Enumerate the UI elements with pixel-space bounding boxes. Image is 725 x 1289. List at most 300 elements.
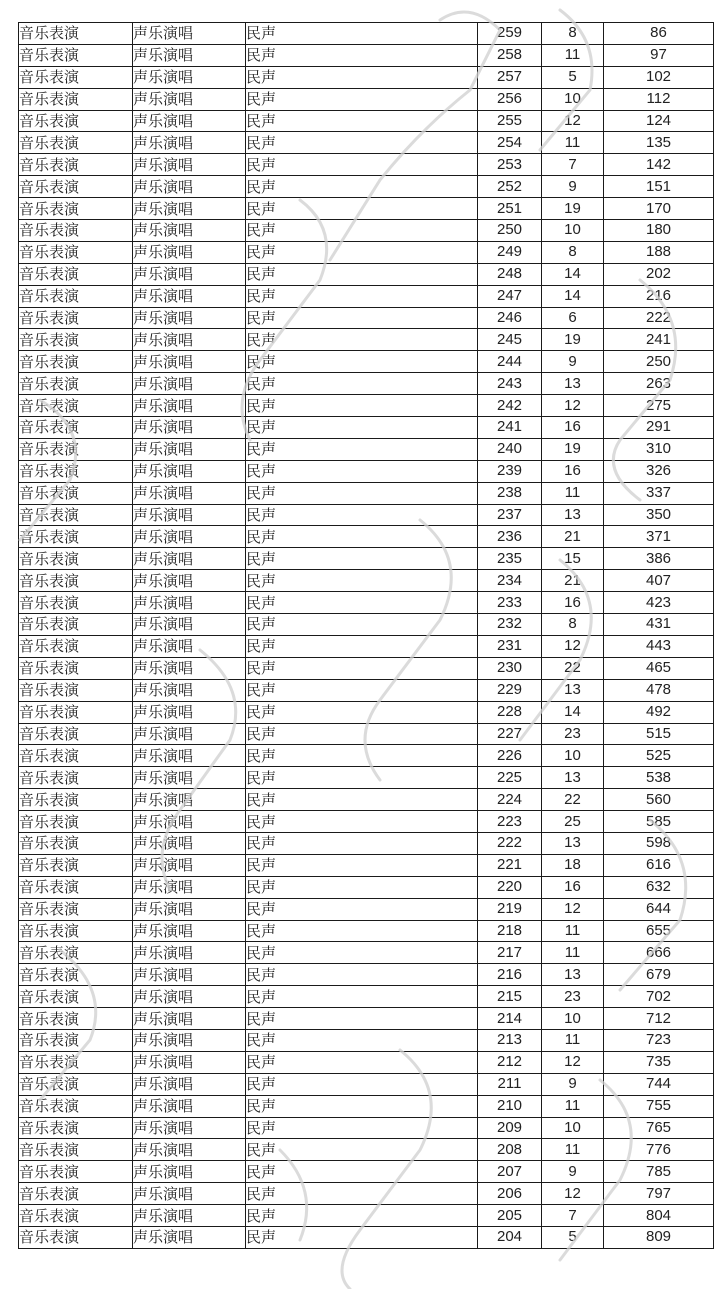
subtype-cell: 民声 [246,570,478,592]
category-cell: 音乐表演 [19,1051,133,1073]
table-row [19,351,714,373]
cumulative-cell: 616 [604,854,714,876]
subtype-cell: 民声 [246,964,478,986]
count-cell: 21 [542,526,604,548]
score-cell: 243 [478,373,542,395]
count-cell: 23 [542,986,604,1008]
count-cell: 14 [542,263,604,285]
table-row [19,1183,714,1205]
score-cell: 224 [478,789,542,811]
category-cell: 音乐表演 [19,1226,133,1248]
table-row [19,1117,714,1139]
table-row [19,635,714,657]
category-cell: 音乐表演 [19,942,133,964]
category-cell: 音乐表演 [19,811,133,833]
cumulative-cell: 560 [604,789,714,811]
table-row [19,614,714,636]
score-cell: 232 [478,614,542,636]
cumulative-cell: 86 [604,23,714,45]
major-cell: 声乐演唱 [133,635,246,657]
subtype-cell: 民声 [246,373,478,395]
subtype-cell: 民声 [246,66,478,88]
subtype-cell: 民声 [246,832,478,854]
subtype-cell: 民声 [246,1051,478,1073]
count-cell: 12 [542,110,604,132]
table-row [19,1161,714,1183]
major-cell: 声乐演唱 [133,1139,246,1161]
major-cell: 声乐演唱 [133,767,246,789]
category-cell: 音乐表演 [19,745,133,767]
subtype-cell: 民声 [246,329,478,351]
subtype-cell: 民声 [246,504,478,526]
major-cell: 声乐演唱 [133,854,246,876]
category-cell: 音乐表演 [19,23,133,45]
subtype-cell: 民声 [246,1205,478,1227]
category-cell: 音乐表演 [19,526,133,548]
count-cell: 19 [542,198,604,220]
cumulative-cell: 371 [604,526,714,548]
score-cell: 247 [478,285,542,307]
count-cell: 13 [542,679,604,701]
cumulative-cell: 142 [604,154,714,176]
major-cell: 声乐演唱 [133,88,246,110]
subtype-cell: 民声 [246,198,478,220]
count-cell: 8 [542,241,604,263]
table-row [19,44,714,66]
major-cell: 声乐演唱 [133,526,246,548]
major-cell: 声乐演唱 [133,460,246,482]
cumulative-cell: 797 [604,1183,714,1205]
category-cell: 音乐表演 [19,723,133,745]
count-cell: 22 [542,789,604,811]
subtype-cell: 民声 [246,657,478,679]
table-row [19,504,714,526]
subtype-cell: 民声 [246,701,478,723]
score-cell: 212 [478,1051,542,1073]
category-cell: 音乐表演 [19,1139,133,1161]
category-cell: 音乐表演 [19,635,133,657]
subtype-cell: 民声 [246,44,478,66]
table-row [19,329,714,351]
major-cell: 声乐演唱 [133,920,246,942]
major-cell: 声乐演唱 [133,307,246,329]
major-cell: 声乐演唱 [133,1029,246,1051]
category-cell: 音乐表演 [19,88,133,110]
subtype-cell: 民声 [246,789,478,811]
major-cell: 声乐演唱 [133,1161,246,1183]
count-cell: 25 [542,811,604,833]
major-cell: 声乐演唱 [133,701,246,723]
table-row [19,942,714,964]
cumulative-cell: 744 [604,1073,714,1095]
table-row [19,854,714,876]
table-row [19,1205,714,1227]
count-cell: 16 [542,876,604,898]
category-cell: 音乐表演 [19,460,133,482]
cumulative-cell: 804 [604,1205,714,1227]
subtype-cell: 民声 [246,88,478,110]
table-row [19,745,714,767]
score-cell: 253 [478,154,542,176]
cumulative-cell: 97 [604,44,714,66]
major-cell: 声乐演唱 [133,44,246,66]
category-cell: 音乐表演 [19,657,133,679]
count-cell: 21 [542,570,604,592]
subtype-cell: 民声 [246,23,478,45]
major-cell: 声乐演唱 [133,570,246,592]
category-cell: 音乐表演 [19,417,133,439]
subtype-cell: 民声 [246,614,478,636]
count-cell: 19 [542,438,604,460]
count-cell: 11 [542,1029,604,1051]
cumulative-cell: 151 [604,176,714,198]
major-cell: 声乐演唱 [133,1095,246,1117]
major-cell: 声乐演唱 [133,745,246,767]
cumulative-cell: 598 [604,832,714,854]
category-cell: 音乐表演 [19,482,133,504]
cumulative-cell: 515 [604,723,714,745]
table-row [19,592,714,614]
table-row [19,285,714,307]
category-cell: 音乐表演 [19,176,133,198]
category-cell: 音乐表演 [19,1095,133,1117]
table-row [19,723,714,745]
table-row [19,307,714,329]
table-row [19,198,714,220]
cumulative-cell: 809 [604,1226,714,1248]
category-cell: 音乐表演 [19,1117,133,1139]
cumulative-cell: 275 [604,395,714,417]
subtype-cell: 民声 [246,679,478,701]
cumulative-cell: 423 [604,592,714,614]
count-cell: 22 [542,657,604,679]
category-cell: 音乐表演 [19,373,133,395]
category-cell: 音乐表演 [19,44,133,66]
count-cell: 11 [542,1139,604,1161]
score-cell: 259 [478,23,542,45]
score-cell: 208 [478,1139,542,1161]
table-row [19,395,714,417]
cumulative-cell: 112 [604,88,714,110]
count-cell: 23 [542,723,604,745]
major-cell: 声乐演唱 [133,1226,246,1248]
table-row [19,1226,714,1248]
count-cell: 13 [542,767,604,789]
table-row [19,986,714,1008]
score-cell: 248 [478,263,542,285]
category-cell: 音乐表演 [19,329,133,351]
table-row [19,767,714,789]
count-cell: 7 [542,1205,604,1227]
count-cell: 12 [542,635,604,657]
cumulative-cell: 222 [604,307,714,329]
major-cell: 声乐演唱 [133,23,246,45]
table-row [19,1051,714,1073]
table-row [19,920,714,942]
table-row [19,964,714,986]
score-cell: 256 [478,88,542,110]
score-cell: 255 [478,110,542,132]
category-cell: 音乐表演 [19,220,133,242]
count-cell: 9 [542,176,604,198]
subtype-cell: 民声 [246,1117,478,1139]
cumulative-cell: 492 [604,701,714,723]
score-cell: 244 [478,351,542,373]
major-cell: 声乐演唱 [133,986,246,1008]
score-cell: 246 [478,307,542,329]
category-cell: 音乐表演 [19,154,133,176]
category-cell: 音乐表演 [19,132,133,154]
score-cell: 257 [478,66,542,88]
category-cell: 音乐表演 [19,1183,133,1205]
cumulative-cell: 712 [604,1008,714,1030]
cumulative-cell: 431 [604,614,714,636]
score-cell: 252 [478,176,542,198]
cumulative-cell: 216 [604,285,714,307]
major-cell: 声乐演唱 [133,592,246,614]
count-cell: 10 [542,1008,604,1030]
category-cell: 音乐表演 [19,986,133,1008]
count-cell: 8 [542,614,604,636]
category-cell: 音乐表演 [19,1073,133,1095]
subtype-cell: 民声 [246,1161,478,1183]
count-cell: 5 [542,66,604,88]
category-cell: 音乐表演 [19,614,133,636]
score-table [18,22,714,1249]
cumulative-cell: 326 [604,460,714,482]
score-cell: 219 [478,898,542,920]
table-row [19,657,714,679]
count-cell: 11 [542,44,604,66]
count-cell: 14 [542,285,604,307]
score-cell: 217 [478,942,542,964]
subtype-cell: 民声 [246,1029,478,1051]
score-cell: 245 [478,329,542,351]
score-cell: 228 [478,701,542,723]
subtype-cell: 民声 [246,635,478,657]
table-row [19,1008,714,1030]
score-cell: 207 [478,1161,542,1183]
cumulative-cell: 723 [604,1029,714,1051]
subtype-cell: 民声 [246,811,478,833]
category-cell: 音乐表演 [19,898,133,920]
category-cell: 音乐表演 [19,1008,133,1030]
table-row [19,679,714,701]
category-cell: 音乐表演 [19,964,133,986]
major-cell: 声乐演唱 [133,482,246,504]
score-cell: 242 [478,395,542,417]
subtype-cell: 民声 [246,220,478,242]
subtype-cell: 民声 [246,942,478,964]
major-cell: 声乐演唱 [133,942,246,964]
subtype-cell: 民声 [246,548,478,570]
score-cell: 218 [478,920,542,942]
major-cell: 声乐演唱 [133,657,246,679]
category-cell: 音乐表演 [19,592,133,614]
cumulative-cell: 337 [604,482,714,504]
count-cell: 10 [542,220,604,242]
score-cell: 229 [478,679,542,701]
subtype-cell: 民声 [246,767,478,789]
category-cell: 音乐表演 [19,832,133,854]
count-cell: 11 [542,942,604,964]
score-cell: 223 [478,811,542,833]
category-cell: 音乐表演 [19,1205,133,1227]
score-cell: 249 [478,241,542,263]
table-row [19,811,714,833]
cumulative-cell: 202 [604,263,714,285]
cumulative-cell: 124 [604,110,714,132]
subtype-cell: 民声 [246,154,478,176]
count-cell: 9 [542,1073,604,1095]
cumulative-cell: 135 [604,132,714,154]
subtype-cell: 民声 [246,307,478,329]
cumulative-cell: 350 [604,504,714,526]
category-cell: 音乐表演 [19,395,133,417]
score-cell: 214 [478,1008,542,1030]
count-cell: 11 [542,482,604,504]
cumulative-cell: 525 [604,745,714,767]
count-cell: 13 [542,504,604,526]
count-cell: 12 [542,898,604,920]
count-cell: 10 [542,745,604,767]
subtype-cell: 民声 [246,1226,478,1248]
table-body [19,23,714,1249]
subtype-cell: 民声 [246,110,478,132]
count-cell: 11 [542,920,604,942]
count-cell: 18 [542,854,604,876]
category-cell: 音乐表演 [19,767,133,789]
score-cell: 239 [478,460,542,482]
table-row [19,241,714,263]
score-cell: 236 [478,526,542,548]
count-cell: 9 [542,351,604,373]
table-row [19,1139,714,1161]
count-cell: 10 [542,88,604,110]
score-cell: 234 [478,570,542,592]
count-cell: 12 [542,1183,604,1205]
cumulative-cell: 443 [604,635,714,657]
subtype-cell: 民声 [246,723,478,745]
table-row [19,701,714,723]
major-cell: 声乐演唱 [133,832,246,854]
score-cell: 250 [478,220,542,242]
major-cell: 声乐演唱 [133,66,246,88]
subtype-cell: 民声 [246,482,478,504]
score-cell: 235 [478,548,542,570]
major-cell: 声乐演唱 [133,811,246,833]
major-cell: 声乐演唱 [133,504,246,526]
score-cell: 238 [478,482,542,504]
major-cell: 声乐演唱 [133,876,246,898]
score-cell: 221 [478,854,542,876]
score-cell: 258 [478,44,542,66]
subtype-cell: 民声 [246,745,478,767]
subtype-cell: 民声 [246,920,478,942]
table-row [19,66,714,88]
major-cell: 声乐演唱 [133,417,246,439]
score-cell: 220 [478,876,542,898]
subtype-cell: 民声 [246,526,478,548]
subtype-cell: 民声 [246,241,478,263]
cumulative-cell: 241 [604,329,714,351]
table-row [19,526,714,548]
subtype-cell: 民声 [246,1183,478,1205]
cumulative-cell: 310 [604,438,714,460]
count-cell: 11 [542,132,604,154]
subtype-cell: 民声 [246,898,478,920]
major-cell: 声乐演唱 [133,1205,246,1227]
table-row [19,789,714,811]
score-cell: 205 [478,1205,542,1227]
count-cell: 11 [542,1095,604,1117]
major-cell: 声乐演唱 [133,395,246,417]
subtype-cell: 民声 [246,176,478,198]
major-cell: 声乐演唱 [133,679,246,701]
subtype-cell: 民声 [246,460,478,482]
table-row [19,110,714,132]
table-row [19,438,714,460]
table-row [19,417,714,439]
count-cell: 14 [542,701,604,723]
score-cell: 241 [478,417,542,439]
count-cell: 5 [542,1226,604,1248]
major-cell: 声乐演唱 [133,614,246,636]
category-cell: 音乐表演 [19,66,133,88]
major-cell: 声乐演唱 [133,789,246,811]
category-cell: 音乐表演 [19,701,133,723]
category-cell: 音乐表演 [19,351,133,373]
major-cell: 声乐演唱 [133,898,246,920]
subtype-cell: 民声 [246,1073,478,1095]
table-row [19,832,714,854]
cumulative-cell: 679 [604,964,714,986]
category-cell: 音乐表演 [19,1161,133,1183]
subtype-cell: 民声 [246,285,478,307]
score-cell: 215 [478,986,542,1008]
table-row [19,176,714,198]
cumulative-cell: 785 [604,1161,714,1183]
score-cell: 211 [478,1073,542,1095]
cumulative-cell: 465 [604,657,714,679]
subtype-cell: 民声 [246,395,478,417]
cumulative-cell: 102 [604,66,714,88]
count-cell: 7 [542,154,604,176]
cumulative-cell: 263 [604,373,714,395]
major-cell: 声乐演唱 [133,285,246,307]
category-cell: 音乐表演 [19,854,133,876]
category-cell: 音乐表演 [19,307,133,329]
score-cell: 251 [478,198,542,220]
cumulative-cell: 666 [604,942,714,964]
major-cell: 声乐演唱 [133,964,246,986]
major-cell: 声乐演唱 [133,198,246,220]
major-cell: 声乐演唱 [133,723,246,745]
table-row [19,482,714,504]
major-cell: 声乐演唱 [133,110,246,132]
category-cell: 音乐表演 [19,1029,133,1051]
count-cell: 12 [542,395,604,417]
score-cell: 213 [478,1029,542,1051]
cumulative-cell: 755 [604,1095,714,1117]
score-cell: 216 [478,964,542,986]
major-cell: 声乐演唱 [133,132,246,154]
subtype-cell: 民声 [246,438,478,460]
major-cell: 声乐演唱 [133,438,246,460]
category-cell: 音乐表演 [19,241,133,263]
major-cell: 声乐演唱 [133,329,246,351]
table-row [19,1095,714,1117]
